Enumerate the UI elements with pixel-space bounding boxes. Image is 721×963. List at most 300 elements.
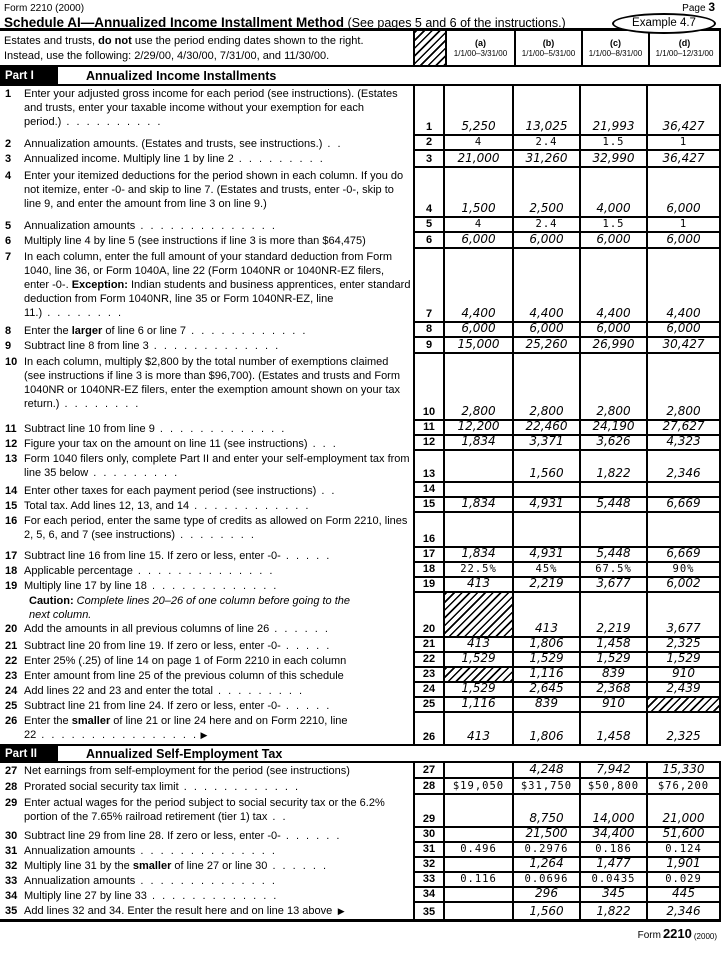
line-27-value-a	[445, 763, 514, 779]
line-9-value-c: 26,990	[581, 338, 648, 354]
line-7-description: 7 In each column, enter the full amount of your standard deduction from Form 1040, line 36, or Form 1040A, line 22 (Form 1040NR or 1040NR-EZ filers, enter -0-. Exception: Indian students and business apprentices, enter standard deduction from Form 1040NR, line 35 or Form 1040NR-EZ, line 11.) . . . . . . . .	[0, 249, 413, 323]
dot-leader: . . . . . . . . . .	[61, 116, 163, 128]
dot-leader: . . . . . . . . . . . .	[178, 781, 301, 793]
line-26-value-d: 2,325	[648, 713, 721, 744]
part1-header	[0, 67, 721, 86]
line-2-number: 2	[413, 136, 445, 151]
line-9-description: 9 Subtract line 8 from line 3 . . . . . . . . . . . . .	[0, 338, 413, 354]
row-line-20	[0, 593, 721, 638]
line-33-number: 33	[413, 873, 445, 888]
line-34-description: 34 Multiply line 27 by line 33 . . . . . . . . . . . . .	[0, 888, 413, 903]
line-17-margin-number: 17	[5, 550, 18, 562]
line-10-value-c: 2,800	[581, 354, 648, 421]
line-22-value-d: 1,529	[648, 653, 721, 668]
line-17-number: 17	[413, 548, 445, 563]
column-letter: (c)	[610, 37, 621, 48]
line-21-value-b: 1,806	[514, 638, 581, 653]
dot-leader: . . . . . . . . . . . . .	[146, 890, 279, 902]
line-32-value-c: 1,477	[581, 858, 648, 873]
column-header-b	[514, 31, 581, 65]
line-5-value-b: 2.4	[514, 218, 581, 233]
dot-leader: . . . . . . . . . . . . .	[148, 340, 281, 352]
line-13-number: 13	[413, 451, 445, 483]
line-26-value-b: 1,806	[514, 713, 581, 744]
row-line-25	[0, 698, 721, 713]
line-13-value-b: 1,560	[514, 451, 581, 483]
line-20-value-a-hatched	[445, 593, 514, 638]
line-1-value-c: 21,993	[581, 86, 648, 136]
line-34-value-c: 345	[581, 888, 648, 903]
line-24-value-c: 2,368	[581, 683, 648, 698]
line-6-value-c: 6,000	[581, 233, 648, 249]
dot-leader: . . . . . . . . . . . . . . . .	[36, 729, 199, 741]
line-27-value-c: 7,942	[581, 763, 648, 779]
line-12-number: 12	[413, 436, 445, 451]
line-10-value-a: 2,800	[445, 354, 514, 421]
line-5-margin-number: 5	[5, 220, 12, 232]
dot-leader: . . . . . . . . . . . . . .	[132, 565, 275, 577]
line-25-description: 25 Subtract line 21 from line 24. If zero or less, enter -0- . . . . .	[0, 698, 413, 713]
line-16-value-a	[445, 513, 514, 548]
line-4-margin-number: 4	[5, 170, 12, 182]
line-8-number: 8	[413, 323, 445, 338]
line-26-value-a: 413	[445, 713, 514, 744]
line-11-description: 11 Subtract line 10 from line 9 . . . . . . . . . . . . .	[0, 421, 413, 436]
dot-leader: . .	[316, 485, 337, 497]
line-13-value-a	[445, 451, 514, 483]
line-25-value-a: 1,116	[445, 698, 514, 713]
line-32-value-b: 1,264	[514, 858, 581, 873]
line-21-number: 21	[413, 638, 445, 653]
row-line-22	[0, 653, 721, 668]
line-26-value-c: 1,458	[581, 713, 648, 744]
line-3-description: 3 Annualized income. Multiply line 1 by line 2 . . . . . . . . .	[0, 151, 413, 168]
line-19-value-a: 413	[445, 578, 514, 593]
line-35-description: 35 Add lines 32 and 34. Enter the result here and on line 13 above ▶	[0, 903, 413, 919]
line-7-value-b: 4,400	[514, 249, 581, 323]
line-24-description: 24 Add lines 22 and 23 and enter the total . . . . . . . . .	[0, 683, 413, 698]
line-35-value-d: 2,346	[648, 903, 721, 919]
line-24-value-d: 2,439	[648, 683, 721, 698]
row-line-2	[0, 136, 721, 151]
line-10-value-d: 2,800	[648, 354, 721, 421]
line-5-value-d: 1	[648, 218, 721, 233]
line-34-number: 34	[413, 888, 445, 903]
line-30-margin-number: 30	[5, 830, 18, 842]
row-line-12	[0, 436, 721, 451]
part2-header	[0, 744, 721, 763]
column-letter: (d)	[678, 37, 691, 48]
line-7-value-d: 4,400	[648, 249, 721, 323]
line-4-value-a: 1,500	[445, 168, 514, 218]
line-33-margin-number: 33	[5, 875, 18, 887]
line-17-value-d: 6,669	[648, 548, 721, 563]
line-30-number: 30	[413, 828, 445, 843]
line-21-margin-number: 21	[5, 640, 18, 652]
line-34-value-a	[445, 888, 514, 903]
line-9-value-d: 30,427	[648, 338, 721, 354]
row-line-27	[0, 763, 721, 779]
line-29-margin-number: 29	[5, 797, 18, 809]
line-13-description: 13 Form 1040 filers only, complete Part II and enter your self-employment tax from line 35 below . . . . . . . . .	[0, 451, 413, 483]
row-line-1	[0, 86, 721, 136]
line-3-value-d: 36,427	[648, 151, 721, 168]
line-29-number: 29	[413, 795, 445, 828]
row-line-18	[0, 563, 721, 578]
line-15-description: 15 Total tax. Add lines 12, 13, and 14 . . . . . . . . . . . .	[0, 498, 413, 513]
dot-leader: . .	[267, 811, 288, 823]
line-32-margin-number: 32	[5, 860, 18, 872]
line-21-value-a: 413	[445, 638, 514, 653]
line-29-description: 29 Enter actual wages for the period subject to social security tax or the 6.2% portion of the 7.65% railroad retirement (tier 1) tax . .	[0, 795, 413, 828]
line-22-value-b: 1,529	[514, 653, 581, 668]
dot-leader: . . . . . .	[269, 623, 330, 635]
row-line-13	[0, 451, 721, 483]
line-6-value-a: 6,000	[445, 233, 514, 249]
line-1-margin-number: 1	[5, 88, 12, 100]
row-line-23	[0, 668, 721, 683]
line-5-number: 5	[413, 218, 445, 233]
line-15-margin-number: 15	[5, 500, 18, 512]
line-3-value-a: 21,000	[445, 151, 514, 168]
header-hatch-cell	[413, 31, 445, 65]
line-16-number: 16	[413, 513, 445, 548]
line-2-value-d: 1	[648, 136, 721, 151]
column-period: 1/1/00–8/31/00	[588, 48, 643, 58]
line-12-value-c: 3,626	[581, 436, 648, 451]
line-29-value-c: 14,000	[581, 795, 648, 828]
line-17-value-b: 4,931	[514, 548, 581, 563]
schedule-title: Schedule AI—Annualized Income Installment Method	[4, 15, 345, 30]
line-11-number: 11	[413, 421, 445, 436]
line-10-margin-number: 10	[5, 356, 18, 368]
schedule-title-note: (See pages 5 and 6 of the instructions.)	[344, 16, 566, 30]
line-11-value-c: 24,190	[581, 421, 648, 436]
line-32-number: 32	[413, 858, 445, 873]
line-23-value-d: 910	[648, 668, 721, 683]
line-25-number: 25	[413, 698, 445, 713]
line-2-margin-number: 2	[5, 138, 12, 150]
line-3-number: 3	[413, 151, 445, 168]
line-14-value-b	[514, 483, 581, 498]
line-14-number: 14	[413, 483, 445, 498]
column-header-c	[581, 31, 648, 65]
line-26-margin-number: 26	[5, 715, 18, 727]
line-8-margin-number: 8	[5, 325, 12, 337]
dot-leader: . . . . . . . . . . . .	[189, 500, 311, 512]
row-line-7	[0, 249, 721, 323]
line-35-margin-number: 35	[5, 905, 18, 917]
row-line-6	[0, 233, 721, 249]
line-18-value-b: 45%	[514, 563, 581, 578]
line-34-margin-number: 34	[5, 890, 18, 902]
line-11-value-b: 22,460	[514, 421, 581, 436]
line-20-value-b: 413	[514, 593, 581, 638]
dot-leader: . . . . . . . .	[42, 307, 124, 319]
form-id-line	[0, 0, 721, 14]
line-28-margin-number: 28	[5, 781, 18, 793]
dot-leader: . . . . . . . .	[175, 529, 256, 541]
line-17-value-a: 1,834	[445, 548, 514, 563]
row-line-32	[0, 858, 721, 873]
row-line-26	[0, 713, 721, 744]
line-30-value-d: 51,600	[648, 828, 721, 843]
line-12-value-b: 3,371	[514, 436, 581, 451]
estates-trusts-note: Estates and trusts, do not use the period ending dates shown to the right. Instead, use the following: 2/29/00, 4/30/00, 7/31/00, and 11/30/00.	[4, 35, 364, 62]
line-3-margin-number: 3	[5, 153, 12, 165]
line-8-value-d: 6,000	[648, 323, 721, 338]
line-16-value-c	[581, 513, 648, 548]
row-line-30	[0, 828, 721, 843]
line-13-margin-number: 13	[5, 453, 18, 465]
line-16-description: 16 For each period, enter the same type of credits as allowed on Form 2210, lines 2, 5, 6, and 7 (see instructions) . . . . . . . .	[0, 513, 413, 548]
row-line-14	[0, 483, 721, 498]
line-4-value-d: 6,000	[648, 168, 721, 218]
line-19-value-c: 3,677	[581, 578, 648, 593]
dot-leader: . . . . .	[280, 700, 332, 712]
line-20-margin-number: 20	[5, 623, 18, 635]
line-15-value-c: 5,448	[581, 498, 648, 513]
dot-leader: . . . . . . . . .	[212, 685, 304, 697]
line-25-value-d-hatched	[648, 698, 721, 713]
row-line-15	[0, 498, 721, 513]
line-21-value-c: 1,458	[581, 638, 648, 653]
line-33-value-a: 0.116	[445, 873, 514, 888]
line-19-value-b: 2,219	[514, 578, 581, 593]
line-4-value-c: 4,000	[581, 168, 648, 218]
line-26-number: 26	[413, 713, 445, 744]
line-19-value-d: 6,002	[648, 578, 721, 593]
line-12-value-a: 1,834	[445, 436, 514, 451]
line-4-value-b: 2,500	[514, 168, 581, 218]
line-29-value-b: 8,750	[514, 795, 581, 828]
dot-leader: . . . . . . . .	[59, 398, 141, 410]
line-32-value-a	[445, 858, 514, 873]
row-line-24	[0, 683, 721, 698]
line-20-description: Caution: Complete lines 20–26 of one column before going to the next column. 20 Add the amounts in all previous columns of line 26 . . . . . .	[0, 593, 413, 638]
line-20-number: 20	[413, 593, 445, 638]
dot-leader: . . . . . . . . .	[88, 467, 180, 479]
line-1-description: 1 Enter your adjusted gross income for each period (see instructions). (Estates and trusts, enter your taxable income without your exemption for each period.) . . . . . . . . . .	[0, 86, 413, 136]
row-line-8	[0, 323, 721, 338]
part1-badge: Part I	[0, 67, 58, 84]
line-28-value-d: $76,200	[648, 779, 721, 795]
line-1-value-b: 13,025	[514, 86, 581, 136]
line-2-description: 2 Annualization amounts. (Estates and trusts, see instructions.) . .	[0, 136, 413, 151]
line-7-number: 7	[413, 249, 445, 323]
line-28-description: 28 Prorated social security tax limit . . . . . . . . . . . .	[0, 779, 413, 795]
line-1-value-d: 36,427	[648, 86, 721, 136]
line-3-value-c: 32,990	[581, 151, 648, 168]
line-11-margin-number: 11	[5, 423, 17, 435]
row-line-9	[0, 338, 721, 354]
dot-leader: . . . . . . . . . . . .	[186, 325, 308, 337]
line-33-value-c: 0.0435	[581, 873, 648, 888]
dot-leader: . . . . . .	[267, 860, 329, 872]
line-6-description: 6 Multiply line 4 by line 5 (see instructions if line 3 is more than $64,475)	[0, 233, 413, 249]
line-14-value-c	[581, 483, 648, 498]
line-31-description: 31 Annualization amounts . . . . . . . . . . . . . .	[0, 843, 413, 858]
line-21-value-d: 2,325	[648, 638, 721, 653]
line-32-value-d: 1,901	[648, 858, 721, 873]
row-line-4	[0, 168, 721, 218]
row-line-28	[0, 779, 721, 795]
line-28-value-a: $19,050	[445, 779, 514, 795]
row-line-31	[0, 843, 721, 858]
line-28-value-c: $50,800	[581, 779, 648, 795]
line-24-number: 24	[413, 683, 445, 698]
line-2-value-b: 2.4	[514, 136, 581, 151]
line-5-value-c: 1.5	[581, 218, 648, 233]
line-18-value-c: 67.5%	[581, 563, 648, 578]
line-23-value-a-hatched	[445, 668, 514, 683]
line-35-value-b: 1,560	[514, 903, 581, 919]
line-23-value-c: 839	[581, 668, 648, 683]
line-3-value-b: 31,260	[514, 151, 581, 168]
line-7-margin-number: 7	[5, 251, 12, 263]
row-line-35	[0, 903, 721, 919]
line-15-value-a: 1,834	[445, 498, 514, 513]
line-9-number: 9	[413, 338, 445, 354]
line-16-value-d	[648, 513, 721, 548]
dot-leader: . . . . . . . . . . . . .	[154, 423, 287, 435]
line-29-value-a	[445, 795, 514, 828]
line-22-value-c: 1,529	[581, 653, 648, 668]
line-5-value-a: 4	[445, 218, 514, 233]
line-13-value-c: 1,822	[581, 451, 648, 483]
line-31-value-d: 0.124	[648, 843, 721, 858]
line-34-value-b: 296	[514, 888, 581, 903]
line-35-number: 35	[413, 903, 445, 919]
line-26-description: 26 Enter the smaller of line 21 or line 24 here and on Form 2210, line 22 . . . . . . . . . . . . . . . . ▶	[0, 713, 413, 744]
line-10-value-b: 2,800	[514, 354, 581, 421]
column-period: 1/1/00–12/31/00	[655, 48, 714, 58]
line-28-value-b: $31,750	[514, 779, 581, 795]
row-line-11	[0, 421, 721, 436]
line-4-description: 4 Enter your itemized deductions for the period shown in each column. If you do not itemize, enter -0- and skip to line 7. (Estates and trusts, enter -0-, skip to line 9, and enter the amount from line 3 on line 9.)	[0, 168, 413, 218]
column-period: 1/1/00–3/31/00	[453, 48, 508, 58]
part1-title: Annualized Income Installments	[86, 68, 277, 83]
line-14-description: 14 Enter other taxes for each payment period (see instructions) . .	[0, 483, 413, 498]
intro-and-column-headers	[0, 31, 721, 67]
line-8-value-b: 6,000	[514, 323, 581, 338]
line-8-value-c: 6,000	[581, 323, 648, 338]
dot-leader: . . . . . . . . . . . . .	[146, 580, 279, 592]
line-15-value-d: 6,669	[648, 498, 721, 513]
row-line-29	[0, 795, 721, 828]
column-letter: (b)	[542, 37, 555, 48]
line-25-margin-number: 25	[5, 700, 18, 712]
line-31-number: 31	[413, 843, 445, 858]
row-line-3	[0, 151, 721, 168]
column-header-a	[445, 31, 514, 65]
line-22-value-a: 1,529	[445, 653, 514, 668]
line-5-description: 5 Annualization amounts . . . . . . . . . . . . . .	[0, 218, 413, 233]
page-number: Page 3	[682, 0, 715, 14]
line-27-description: 27 Net earnings from self-employment for the period (see instructions)	[0, 763, 413, 779]
line-7-value-c: 4,400	[581, 249, 648, 323]
dot-leader: . . . . .	[280, 640, 332, 652]
line-14-value-d	[648, 483, 721, 498]
form-id: Form 2210 (2000)	[4, 3, 85, 14]
line-23-value-b: 1,116	[514, 668, 581, 683]
line-9-value-b: 25,260	[514, 338, 581, 354]
column-letter: (a)	[475, 37, 486, 48]
line-24-margin-number: 24	[5, 685, 18, 697]
dot-leader: . . . . . . . . . . . . . .	[135, 220, 277, 232]
line-19-description: 19 Multiply line 17 by line 18 . . . . . . . . . . . . .	[0, 578, 413, 593]
line-18-description: 18 Applicable percentage . . . . . . . . . . . . . .	[0, 563, 413, 578]
line-2-value-a: 4	[445, 136, 514, 151]
line-30-description: 30 Subtract line 29 from line 28. If zero or less, enter -0- . . . . . .	[0, 828, 413, 843]
line-2-value-c: 1.5	[581, 136, 648, 151]
line-28-number: 28	[413, 779, 445, 795]
form-footer: Form 2210 (2000)	[637, 926, 717, 941]
line-31-value-c: 0.186	[581, 843, 648, 858]
line-23-margin-number: 23	[5, 670, 18, 682]
line-13-value-d: 2,346	[648, 451, 721, 483]
line-31-value-a: 0.496	[445, 843, 514, 858]
line-31-margin-number: 31	[5, 845, 18, 857]
example-badge: Example 4.7	[612, 13, 716, 34]
line-21-description: 21 Subtract line 20 from line 19. If zero or less, enter -0- . . . . .	[0, 638, 413, 653]
line-14-value-a	[445, 483, 514, 498]
line-33-value-b: 0.0696	[514, 873, 581, 888]
line-16-value-b	[514, 513, 581, 548]
line-35-value-a	[445, 903, 514, 919]
line-11-value-d: 27,627	[648, 421, 721, 436]
line-18-margin-number: 18	[5, 565, 18, 577]
line-18-value-a: 22.5%	[445, 563, 514, 578]
line-1-number: 1	[413, 86, 445, 136]
line-33-description: 33 Annualization amounts . . . . . . . . . . . . . .	[0, 873, 413, 888]
dot-leader: . . . . . . . . . . . . . .	[135, 875, 277, 887]
dot-leader: . . .	[307, 438, 338, 450]
line-8-description: 8 Enter the larger of line 6 or line 7 . . . . . . . . . . . .	[0, 323, 413, 338]
column-header-d	[648, 31, 721, 65]
line-23-number: 23	[413, 668, 445, 683]
row-line-16	[0, 513, 721, 548]
line-22-description: 22 Enter 25% (.25) of line 14 on page 1 of Form 2210 in each column	[0, 653, 413, 668]
line-29-value-d: 21,000	[648, 795, 721, 828]
line-33-value-d: 0.029	[648, 873, 721, 888]
schedule-title-bar	[0, 14, 721, 31]
line-30-value-c: 34,400	[581, 828, 648, 843]
row-line-17	[0, 548, 721, 563]
line-9-value-a: 15,000	[445, 338, 514, 354]
line-27-value-d: 15,330	[648, 763, 721, 779]
dot-leader: . . . . . . . . . . . . . .	[135, 845, 277, 857]
line-11-value-a: 12,200	[445, 421, 514, 436]
line-35-value-c: 1,822	[581, 903, 648, 919]
line-10-number: 10	[413, 354, 445, 421]
line-34-value-d: 445	[648, 888, 721, 903]
dot-leader: . .	[322, 138, 343, 150]
line-15-number: 15	[413, 498, 445, 513]
line-12-description: 12 Figure your tax on the amount on line 11 (see instructions) . . .	[0, 436, 413, 451]
caution-note: Caution: Complete lines 20–26 of one column before going to the next column.	[29, 595, 351, 621]
right-arrow-icon: ▶	[198, 730, 208, 740]
dot-leader: . . . . . . . . .	[233, 153, 325, 165]
line-6-margin-number: 6	[5, 235, 12, 247]
line-18-number: 18	[413, 563, 445, 578]
line-7-value-a: 4,400	[445, 249, 514, 323]
row-line-10	[0, 354, 721, 421]
line-22-margin-number: 22	[5, 655, 18, 667]
line-20-value-c: 2,219	[581, 593, 648, 638]
line-31-value-b: 0.2976	[514, 843, 581, 858]
line-19-margin-number: 19	[5, 580, 18, 592]
